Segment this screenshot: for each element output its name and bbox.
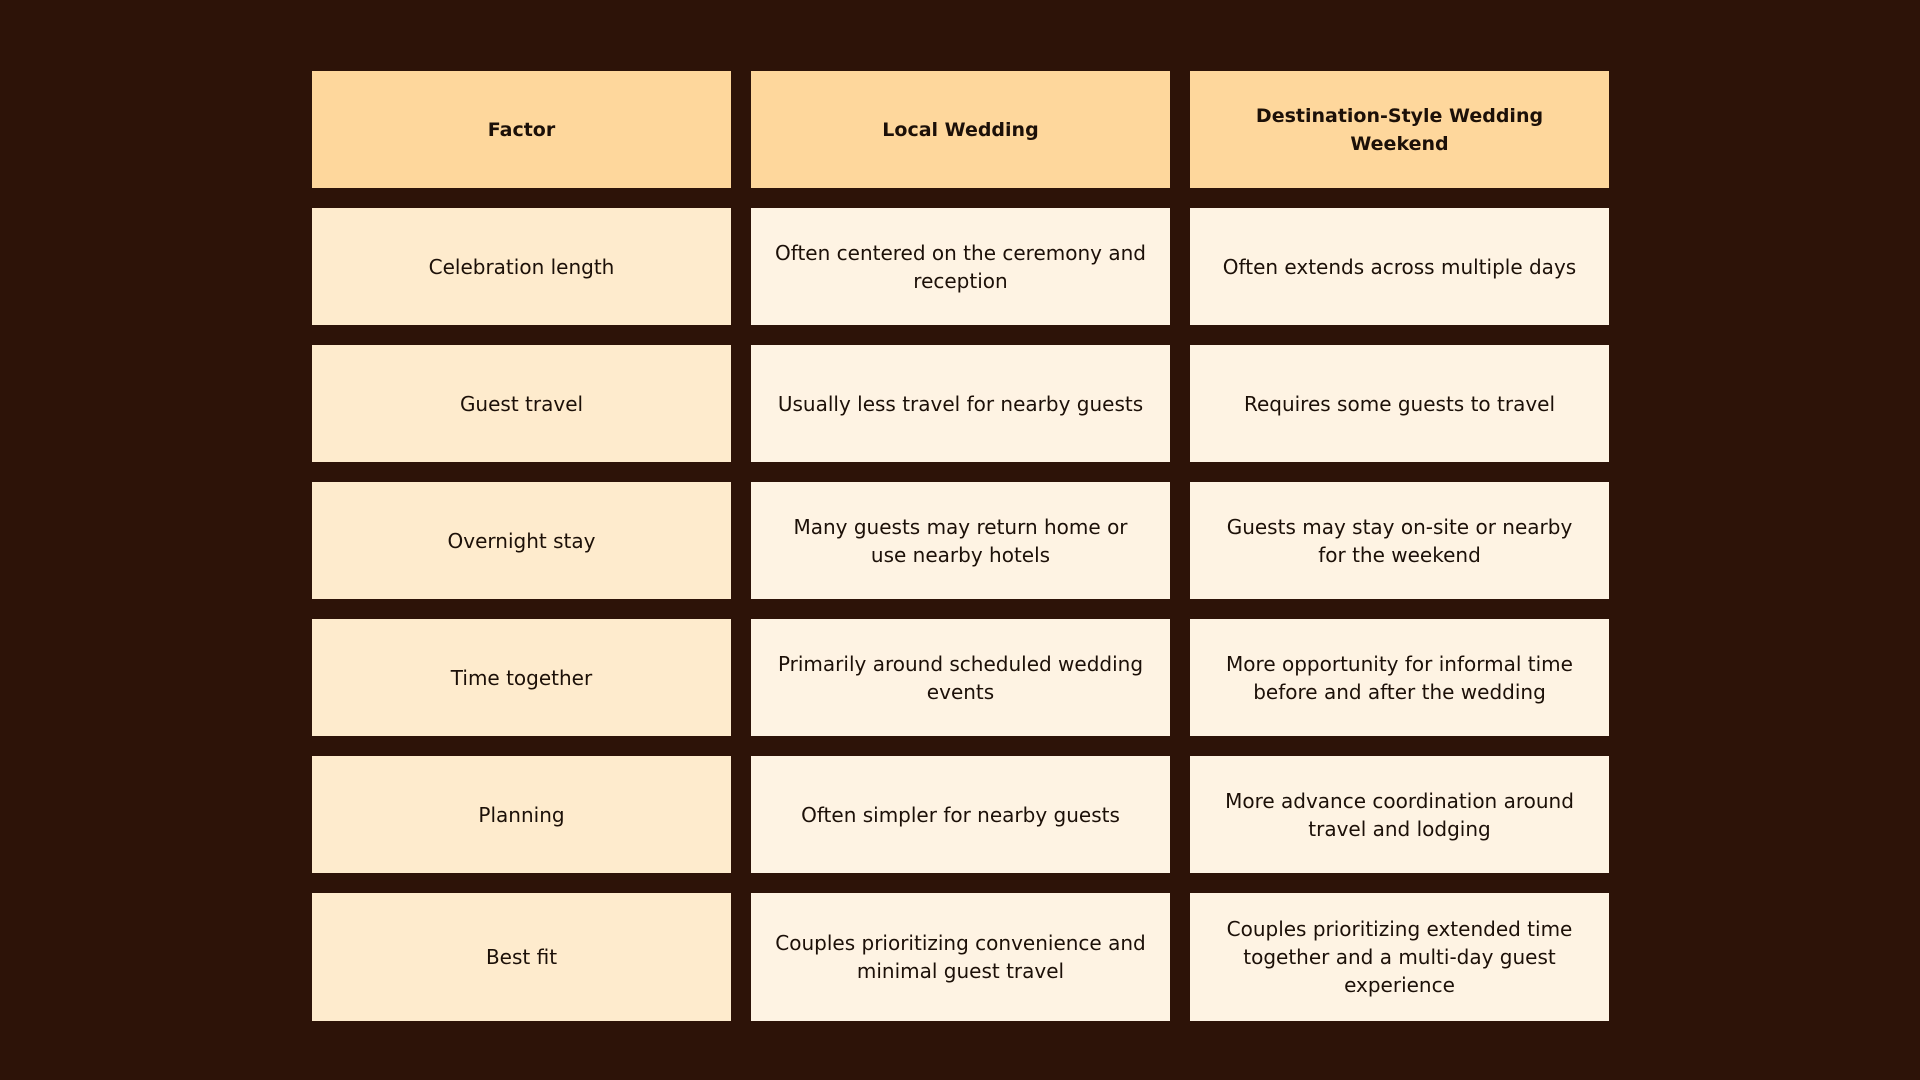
header-local-wedding: Local Wedding (751, 71, 1170, 188)
row-factor-best-fit: Best fit (312, 893, 731, 1021)
row-local-time-together: Primarily around scheduled wedding events (751, 619, 1170, 736)
row-destination-guest-travel: Requires some guests to travel (1190, 345, 1609, 462)
row-local-best-fit: Couples prioritizing convenience and minimal guest travel (751, 893, 1170, 1021)
row-factor-guest-travel: Guest travel (312, 345, 731, 462)
row-destination-time-together: More opportunity for informal time before and after the wedding (1190, 619, 1609, 736)
header-destination-wedding: Destination-Style Wedding Weekend (1190, 71, 1609, 188)
row-local-celebration-length: Often centered on the ceremony and reception (751, 208, 1170, 325)
row-factor-time-together: Time together (312, 619, 731, 736)
row-factor-planning: Planning (312, 756, 731, 873)
row-factor-overnight-stay: Overnight stay (312, 482, 731, 599)
row-destination-celebration-length: Often extends across multiple days (1190, 208, 1609, 325)
row-local-planning: Often simpler for nearby guests (751, 756, 1170, 873)
row-local-overnight-stay: Many guests may return home or use nearby hotels (751, 482, 1170, 599)
row-factor-celebration-length: Celebration length (312, 208, 731, 325)
row-destination-overnight-stay: Guests may stay on-site or nearby for the weekend (1190, 482, 1609, 599)
row-destination-best-fit: Couples prioritizing extended time together and a multi-day guest experience (1190, 893, 1609, 1021)
header-factor: Factor (312, 71, 731, 188)
row-destination-planning: More advance coordination around travel and lodging (1190, 756, 1609, 873)
row-local-guest-travel: Usually less travel for nearby guests (751, 345, 1170, 462)
comparison-table (312, 71, 1609, 1021)
